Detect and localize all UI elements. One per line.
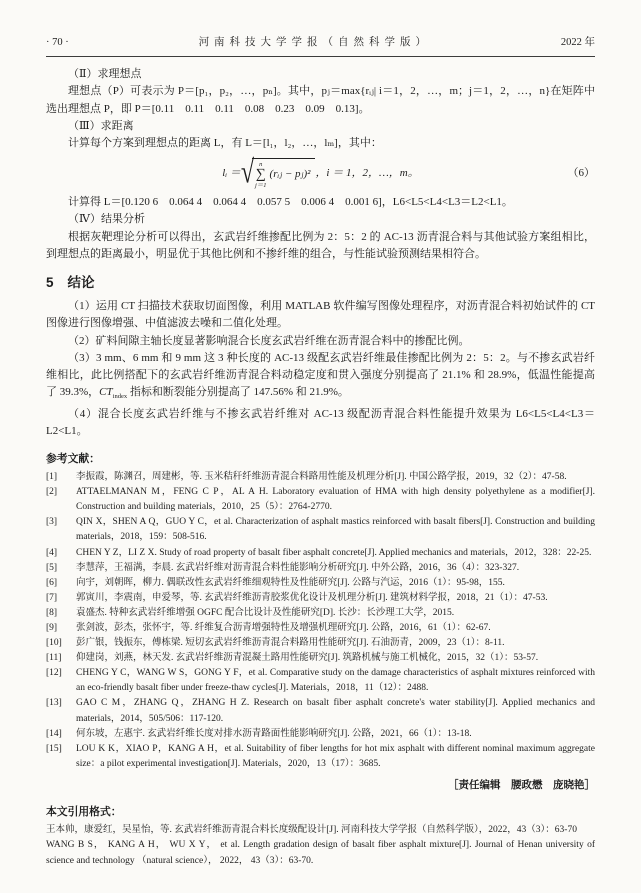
reference-item (46, 696, 595, 726)
conclusion-item-3-text: （3）3 mm、6 mm 和 9 mm 这 3 种长度的 AC-13 级配玄武岩纤维最佳掺配比例为 2：5：2。与不掺玄武岩纤维相比，此比例搭配下的玄武岩纤维沥青混合料动稳定度和贯入强度分别提高了 21.1% 和 28.9%，低温性能提高了 39.3%， (46, 351, 595, 399)
reference-text: 彭广银，钱振东，傅栋梁. 短切玄武岩纤维沥青混合料路用性能研究[J]. 石油沥青，2009，23（1）：8-11. (76, 638, 505, 649)
citation-block (46, 805, 595, 870)
reference-item (46, 621, 595, 636)
section5-title: 结论 (67, 275, 95, 291)
reference-number: [12] (46, 668, 62, 679)
reference-text: 仰建岗，刘燕，林天发. 玄武岩纤维沥青混凝土路用性能研究[J]. 筑路机械与施工机械化，2015，32（1）：53-57. (76, 653, 539, 664)
reference-number: [11] (46, 653, 62, 664)
reference-item (46, 727, 595, 742)
reference-item (46, 606, 595, 621)
reference-text: CHEN Y Z，LI Z X. Study of road property of basalt fiber asphalt concrete[J]. Applied mechanics and materials，2012，328：22-25. (76, 547, 592, 558)
reference-text: 向宇，刘朝晖，柳力. 偶联改性玄武岩纤维细观特性及性能研究[J]. 公路与汽运，2016（1）：95-98，155. (76, 577, 505, 588)
reference-item (46, 576, 595, 591)
reference-item (46, 546, 595, 561)
sum-upper-limit: n (259, 160, 263, 168)
reference-text: 袁盛杰. 特种玄武岩纤维增强 OGFC 配合比设计及性能研究[D]. 长沙：长沙理工大学，2015. (76, 607, 455, 618)
reference-item (46, 591, 595, 606)
references-heading: 参考文献： (46, 453, 100, 466)
step4-paragraph: 根据灰靶理论分析可以得出，玄武岩纤维掺配比例为 2：5：2 的 AC-13 沥青混合料与其他试验方案组相比，到理想点的距离最小，明显优于其他比例和不掺纤维的组合，与性能试验预测结果相符合。 (46, 230, 595, 260)
sigma-glyph: ∑ (255, 166, 266, 182)
page-header (46, 34, 595, 57)
conclusion-item-2: （2）矿料间隙主轴长度显著影响混合长度玄武岩纤维在沥青混合料中的掺配比例。 (68, 334, 470, 347)
reference-text: LOU K K，XIAO P，KANG A H，et al. Suitability of fiber lengths for hot mix asphalt with different nominal maximum aggregate size：a pilot experimental investigation[J]. Materials，2020，13（17）：3685. (76, 743, 595, 769)
reference-number: [3] (46, 517, 58, 528)
step3-paragraph: 计算每个方案到理想点的距离 L，有 L＝[l₁，l₂，…，lₘ]，其中： (68, 137, 382, 150)
equation-lhs: lᵢ ＝ (222, 166, 241, 179)
reference-number: [6] (46, 577, 58, 588)
reference-number: [7] (46, 592, 58, 603)
sum-lower-limit: j＝1 (254, 181, 267, 189)
reference-number: [8] (46, 607, 58, 618)
responsible-editors: ［责任编辑 腰政懋 庞晓艳］ (448, 778, 595, 791)
section5-heading (46, 274, 595, 291)
citation-chinese: 王本帅，康爱红，吴星怡，等. 玄武岩纤维沥青混合料长度级配设计[J]. 河南科技大学学报（自然科学版），2022，43（3）：63-70 (46, 824, 577, 835)
reference-text: GAO C M，ZHANG Q，ZHANG H Z. Research on basalt fiber asphalt concrete's water stability[J]. Applied mechanics and materials，2014，505/506：117-120. (76, 698, 595, 724)
reference-item (46, 485, 595, 515)
citation-english: WANG B S， KANG A H， WU X Y， et al. Length gradation design of basalt fiber asphalt mixture[J]. Journal of Henan university of science and technology （natural science）， 2022， 43（3）：63-70. (46, 840, 595, 866)
reference-text: 李振霞，陈渊召，周建彬，等. 玉米秸秆纤维沥青混合料路用性能及机理分析[J]. 中国公路学报，2019，32（2）：47-58. (76, 472, 567, 483)
radical-sign: √ (240, 155, 254, 191)
reference-number: [4] (46, 547, 58, 558)
equation-body (222, 155, 419, 191)
reference-text: ATTAELMANAN M，FENG C P，AL A H. Laboratory evaluation of HMA with high density polyethylene as a modifier[J]. Construction and building materials，2010，25（5）：2764-2770. (76, 487, 595, 513)
equation-condition: ，i ＝ 1，2，…，m。 (315, 166, 419, 179)
reference-item (46, 561, 595, 576)
reference-item (46, 666, 595, 696)
ct-symbol: CT (99, 386, 113, 399)
equation-number: （6） (567, 166, 595, 179)
conclusion-item-4: （4）混合长度玄武岩纤维与不掺玄武岩纤维对 AC-13 级配沥青混合料性能提升效果为 L6<L5<L4<L3＝L2<L1。 (46, 407, 595, 437)
reference-number: [1] (46, 472, 58, 483)
reference-item (46, 651, 595, 666)
reference-text: QIN X，SHEN A Q，GUO Y C，et al. Characterization of asphalt mastics reinforced with basalt fibers[J]. Construction and building materials，2018，159：508-516. (76, 517, 595, 543)
reference-number: [9] (46, 622, 58, 633)
reference-text: 何东坡，左惠宇. 玄武岩纤维长度对排水沥青路面性能影响研究[J]. 公路，2021，66（1）：13-18. (76, 728, 472, 739)
publication-year: 2022 年 (560, 37, 595, 48)
step3-heading: （Ⅲ）求距离 (68, 119, 134, 132)
references-list (46, 470, 595, 772)
radicand-expression: (rᵢⱼ − pⱼ)² (269, 168, 311, 181)
reference-text: 李慧萍，王福满，李晨. 玄武岩纤维对沥青混合料性能影响分析研究[J]. 中外公路，2016，36（4）：323-327. (76, 562, 520, 573)
step2-paragraph: 理想点（P）可表示为 P＝[p₁，p₂，…，pₙ]。其中，pⱼ＝max{rᵢⱼ| i＝1，2，…，m；j＝1，2，…，n}在矩阵中选出理想点 P，即 P＝[0.11 0.11 0.11 0.08 0.23 0.09 0.13]。 (46, 85, 595, 115)
journal-title: 河南科技大学学报（自然科学版） (198, 37, 432, 48)
ct-index-subscript: index (112, 393, 128, 401)
page-number: · 70 · (46, 37, 69, 48)
reference-text: CHENG Y C，WANG W S，GONG Y F，et al. Comparative study on the damage characteristics of asphalt mixtures reinforced with an eco-friendly basalt fiber under freeze-thaw cycles[J]. Materials，2018，11（12）：2488. (76, 668, 595, 694)
reference-number: [5] (46, 562, 58, 573)
reference-item (46, 470, 595, 485)
step2-heading: （Ⅱ）求理想点 (68, 68, 142, 81)
step4-heading: （Ⅳ）结果分析 (68, 213, 145, 226)
reference-item (46, 515, 595, 545)
reference-number: [13] (46, 698, 62, 709)
conclusion-item-3 (46, 350, 595, 406)
citation-heading: 本文引用格式： (46, 805, 122, 818)
reference-number: [2] (46, 487, 58, 498)
summation-symbol (255, 161, 267, 189)
conclusion-item-1: （1）运用 CT 扫描技术获取切面图像，利用 MATLAB 软件编写图像处理程序，对沥青混合料初始试件的 CT 图像进行图像增强、中值滤波去噪和二值化处理。 (46, 300, 595, 330)
reference-number: [10] (46, 638, 62, 649)
distance-result-paragraph: 计算得 L＝[0.120 6 0.064 4 0.064 4 0.057 5 0.006 4 0.001 6]，L6<L5<L4<L3＝L2<L1。 (68, 196, 513, 209)
section5-number: 5 (46, 275, 54, 291)
equation-6 (46, 153, 595, 193)
equation-radicand (252, 158, 315, 189)
reference-number: [15] (46, 743, 62, 754)
reference-text: 张剑波，彭杰，张怀宇，等. 纤维复合沥青增强特性及增强机理研究[J]. 公路，2016，61（1）：62-67. (76, 622, 491, 633)
reference-text: 郭寅川，李震南，申爱琴，等. 玄武岩纤维沥青胶浆优化设计及机理分析[J]. 建筑材料学报，2018，21（1）：47-53. (76, 592, 548, 603)
reference-item (46, 636, 595, 651)
conclusion-item-3-tail: 指标和断裂能分别提高了 147.56% 和 21.9%。 (127, 386, 349, 399)
reference-number: [14] (46, 728, 62, 739)
reference-item (46, 742, 595, 772)
